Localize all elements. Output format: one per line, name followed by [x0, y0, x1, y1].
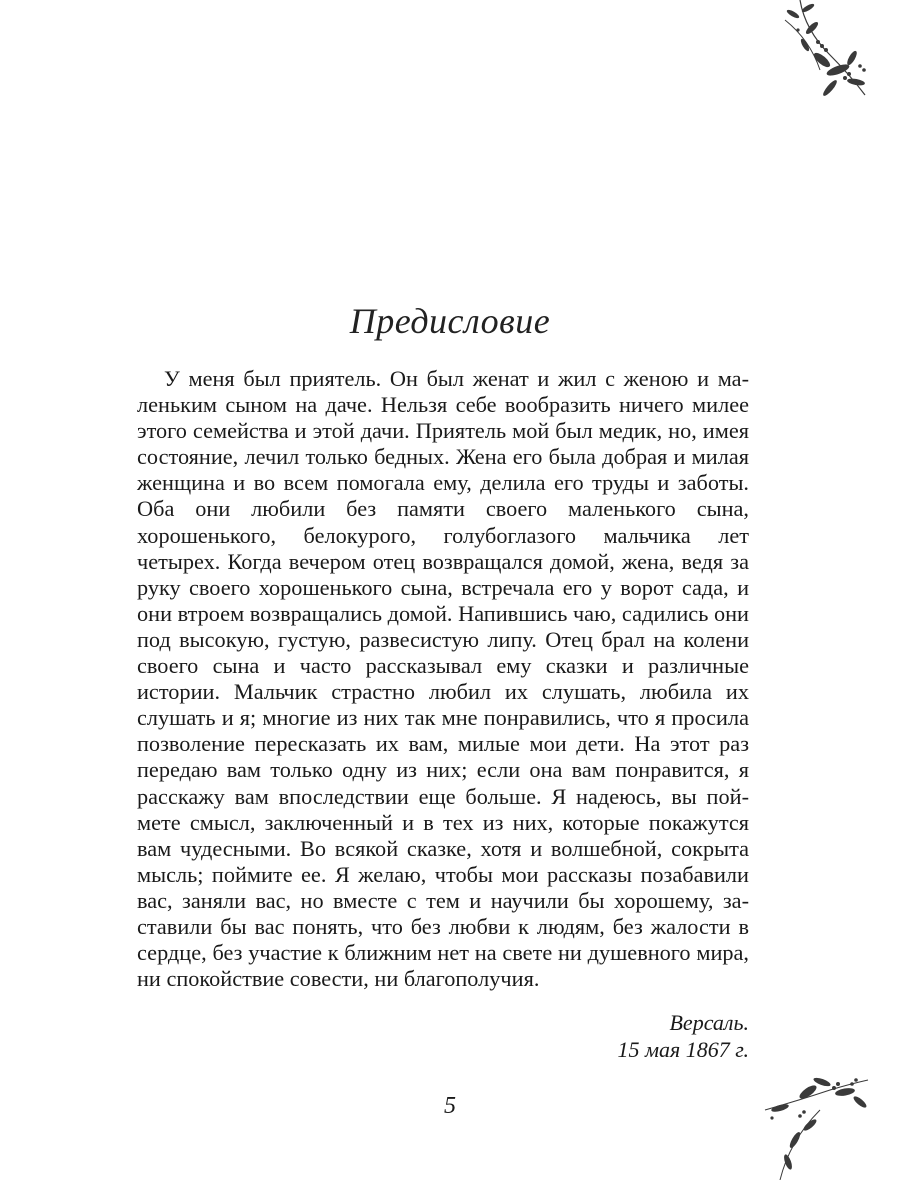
floral-branch-icon: [760, 0, 870, 100]
preface-paragraph: У меня был приятель. Он был женат и жил с женою и маленьким сыном на даче. Нельзя себе вообразить ничего милее этого семейства и этой дачи. Приятель мой был медик, но, имея состояние, лечил только бедных. Жена его была добрая и милая женщина и во всем помогала ему, делила его труды и заботы. Оба они любили без памяти своего маленького сына, хорошенького, белокурого, голубоглазого мальчика лет четырех. Когда вечером отец возвращался домой, жена, ведя за руку своего хорошенького сына, встречала его у ворот сада, и они втроем возвращались домой. Напившись чаю, садились они под высокую, густую, развесистую липу. Отец брал на колени своего сына и часто рассказывал ему сказки и различные истории. Мальчик страстно любил их слушать, любила их слушать и я; многие из них так мне понравились, что я просила позволение пересказать их вам, милые мои дети. На этот раз передаю вам только одну из них; если она вам понравится, я расскажу вам впоследствии еще больше. Я надеюсь, вы поймете смысл, заключенный и в тех из них, которые покажутся вам чудесными. Во всякой сказке, хотя и волшебной, сокрыта мысль; поймите ее. Я желаю, чтобы мои рассказы позабавили вас, заняли вас, но вместе с тем и научили бы хорошему, заставили бы вас понять, что без любви к людям, без жалости в сердце, без участие к ближним нет на свете ни душевного мира, ни спокойствие совести, ни благополучия.: [137, 366, 749, 992]
signature-block: [617, 1009, 749, 1063]
floral-branch-icon: [760, 1070, 870, 1180]
signature-date: 15 мая 1867 г.: [617, 1037, 749, 1062]
signature-place: Версаль.: [669, 1010, 749, 1035]
page-title: Предисловие: [349, 301, 551, 341]
page-number: 5: [444, 1093, 456, 1119]
